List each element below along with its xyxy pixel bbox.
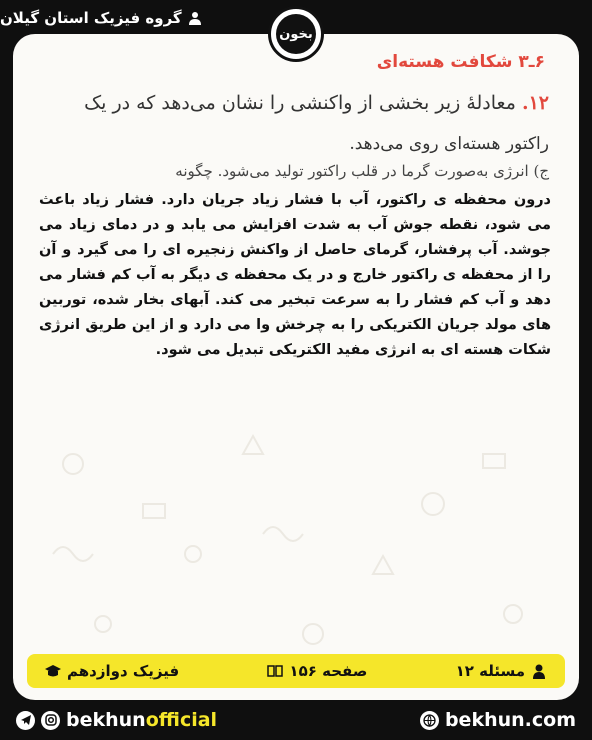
- social-handle[interactable]: [16, 709, 217, 731]
- bottom-bar: [0, 700, 592, 740]
- person-icon: [531, 663, 547, 679]
- instagram-icon[interactable]: [41, 711, 60, 730]
- question-text-1: معادلهٔ زیر بخشی از واکنشی را نشان می‌دهد که در یک: [84, 92, 516, 114]
- globe-icon: [420, 711, 439, 730]
- footer-page: [267, 662, 367, 680]
- logo-mark: بخون: [276, 14, 316, 54]
- user-icon: [188, 11, 202, 25]
- group-name: گروه فیزیک استان گیلان: [0, 9, 182, 27]
- footer-problem: [456, 662, 547, 680]
- footer-book: [45, 662, 179, 680]
- open-book-icon: [267, 663, 283, 679]
- telegram-icon[interactable]: [16, 711, 35, 730]
- question-line-1: [43, 92, 549, 114]
- question-number: ۱۲.: [521, 92, 549, 114]
- page-label: صفحه ۱۵۶: [289, 662, 368, 680]
- website-link[interactable]: [420, 709, 576, 731]
- content-card: [13, 34, 579, 700]
- footer-bar: [27, 654, 565, 688]
- graduation-cap-icon: [45, 663, 61, 679]
- website-url: bekhun.com: [444, 709, 576, 731]
- social-suffix: official: [145, 709, 218, 731]
- question-line-2: راکتور هسته‌ای روی می‌دهد.: [349, 134, 549, 154]
- question-part-c: ج) انرژی به‌صورت گرما در قلب راکتور تولید می‌شود. چگونه: [175, 162, 549, 180]
- problem-label: مسئله ۱۲: [455, 662, 525, 680]
- section-title: ۶ـ۳ شکافت هسته‌ای: [376, 52, 545, 72]
- bekhun-logo: [268, 6, 324, 62]
- answer-text: درون محفظه ی راکتور، آب با فشار زیاد جریان دارد. فشار زیاد باعث می شود، نقطه جوش آب به شدت افزایش می یابد و در دمای زیاد می جوشد. آب پرفشار، گرمای حاصل از واکنش زنجیره ای را می گیرد و آن را از محفظه ی راکتور خارج و در یک محفظه ی دیگر به آب کم فشار می دهد و آب کم فشار را به سرعت تبخیر می کند. آبهای بخار شده، توربین های مولد جریان الکتریکی را به چرخش وا می دارد و از این طریق انرژی شکات هسته ای به انرژی مفید الکتریکی تبدیل می شود.: [39, 192, 551, 358]
- social-prefix: bekhun: [66, 709, 146, 731]
- book-label: فیزیک دوازدهم: [67, 662, 180, 680]
